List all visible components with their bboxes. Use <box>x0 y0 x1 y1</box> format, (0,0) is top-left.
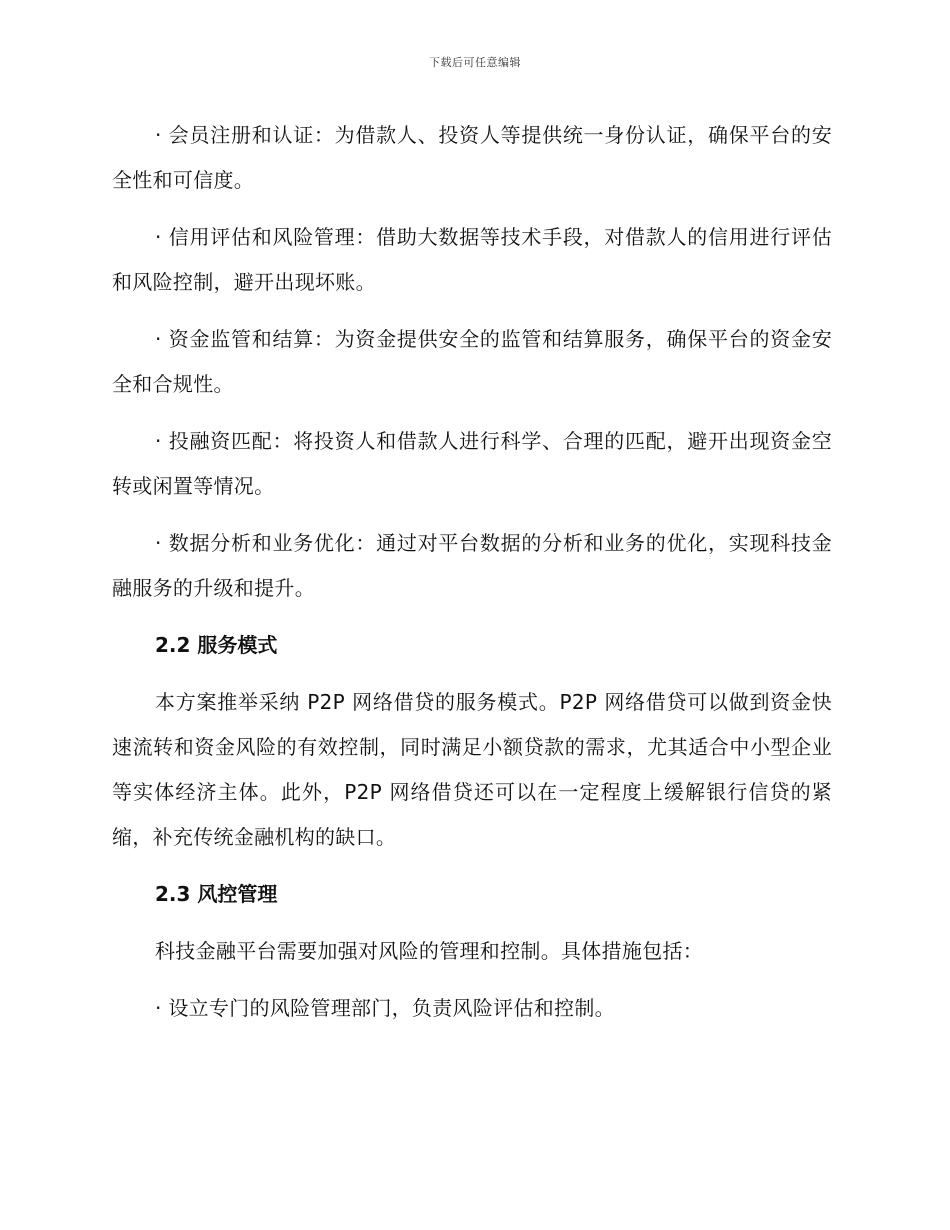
bullet-risk-department: · 设立专门的风险管理部门，负责风险评估和控制。 <box>155 996 615 1020</box>
paragraph-service-mode: 本方案推举采纳 P2P 网络借贷的服务模式。P2P 网络借贷可以做到资金快速流转和资金风险的有效控制，同时满足小额贷款的需求，尤其适合中小型企业等实体经济主体。此外，P2P 网络借贷还可以在一定程度上缓解银行信贷的紧缩，补充传统金融机构的缺口。 <box>112 690 832 849</box>
bullet-investment-matching: · 投融资匹配：将投资人和借款人进行科学、合理的匹配，避开出现资金空转或闲置等情况。 <box>112 429 832 498</box>
section-heading-service-mode: 2.2 服务模式 <box>155 633 278 657</box>
bullet-member-registration: · 会员注册和认证：为借款人、投资人等提供统一身份认证，确保平台的安全性和可信度。 <box>112 123 832 192</box>
header-note: 下载后可任意编辑 <box>429 56 521 69</box>
paragraph-risk-control-intro: 科技金融平台需要加强对风险的管理和控制。具体措施包括： <box>155 939 704 963</box>
document-body <box>112 113 832 1031</box>
section-heading-risk-control: 2.3 风控管理 <box>155 882 278 906</box>
bullet-credit-evaluation: · 信用评估和风险管理：借助大数据等技术手段，对借款人的信用进行评估和风险控制，避开出现坏账。 <box>112 225 832 294</box>
bullet-fund-supervision: · 资金监管和结算：为资金提供安全的监管和结算服务，确保平台的资金安全和合规性。 <box>112 327 832 396</box>
bullet-data-analysis: · 数据分析和业务优化：通过对平台数据的分析和业务的优化，实现科技金融服务的升级和提升。 <box>112 531 832 600</box>
